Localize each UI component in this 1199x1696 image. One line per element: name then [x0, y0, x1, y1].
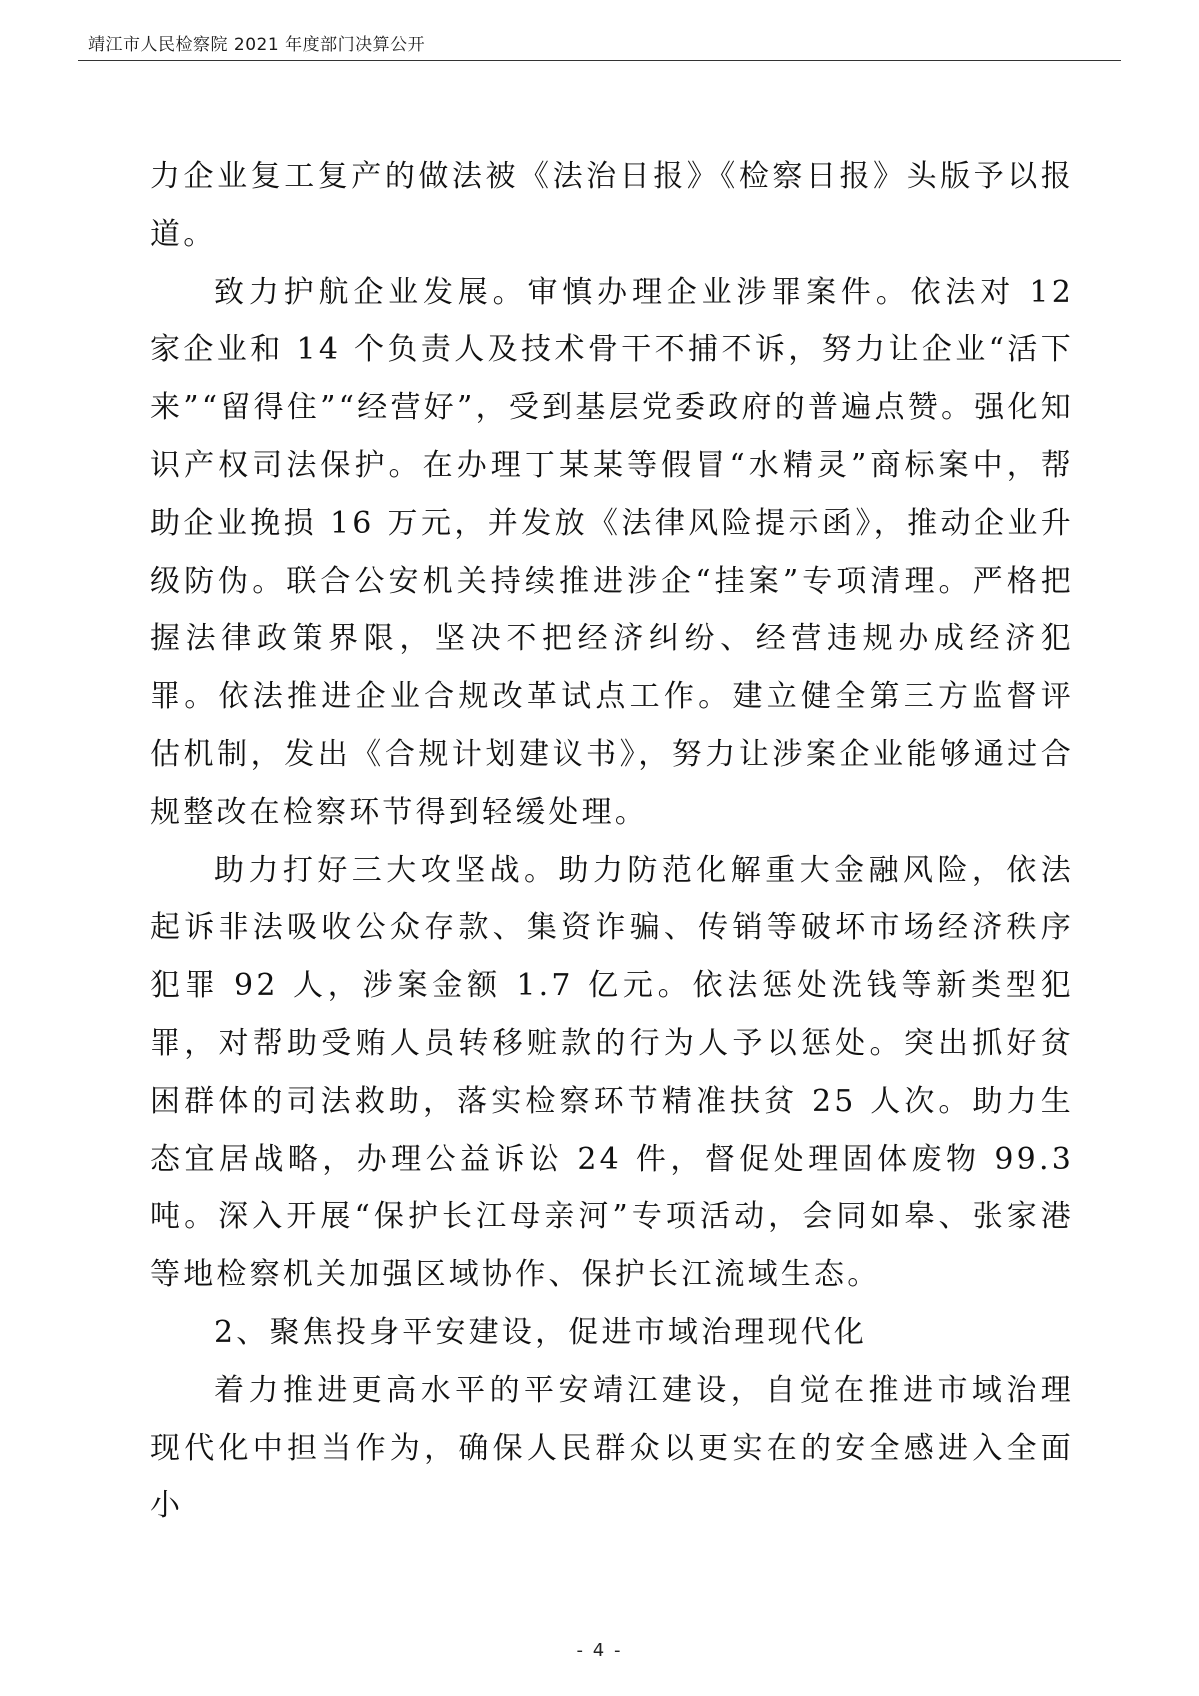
paragraph-enterprise-protection: 致力护航企业发展。审慎办理企业涉罪案件。依法对 12 家企业和 14 个负责人及技术骨干不捕不诉，努力让企业“活下来”“留得住”“经营好”，受到基层党委政府的普遍点赞。强化知识产权司法保护。在办理丁某某等假冒“水精灵”商标案中，帮助企业挽损 16 万元，并发放《法律风险提示函》，推动企业升级防伪。联合公安机关持续推进涉企“挂案”专项清理。严格把握法律政策界限，坚决不把经济纠纷、经营违规办成经济犯罪。依法推进企业合规改革试点工作。建立健全第三方监督评估机制，发出《合规计划建议书》，努力让涉案企业能够通过合规整改在检察环节得到轻缓处理。 [150, 274, 1074, 830]
header-divider [78, 60, 1121, 61]
document-body [150, 148, 1074, 1535]
paragraph-three-battles: 助力打好三大攻坚战。助力防范化解重大金融风险，依法起诉非法吸收公众存款、集资诈骗、传销等破坏市场经济秩序犯罪 92 人，涉案金额 1.7 亿元。依法惩处洗钱等新类型犯罪，对帮助受贿人员转移赃款的行为人予以惩处。突出抓好贫困群体的司法救助，落实检察环节精准扶贫 25 人次。助力生态宜居战略，办理公益诉讼 24 件，督促处理固体废物 99.3 吨。深入开展“保护长江母亲河”专项活动，会同如皋、张家港等地检察机关加强区域协作、保护长江流域生态。 [150, 852, 1074, 1293]
page-number: - 4 - [576, 1640, 623, 1661]
paragraph-continuation: 力企业复工复产的做法被《法治日报》《检察日报》头版予以报道。 [150, 159, 1074, 252]
section-heading-safety: 2、聚焦投身平安建设，促进市域治理现代化 [214, 1314, 868, 1350]
page-header-title: 靖江市人民检察院 2021 年度部门决算公开 [88, 35, 426, 55]
paragraph-safety-construction: 着力推进更高水平的平安靖江建设，自觉在推进市域治理现代化中担当作为，确保人民群众以更实在的安全感进入全面小 [150, 1372, 1074, 1524]
